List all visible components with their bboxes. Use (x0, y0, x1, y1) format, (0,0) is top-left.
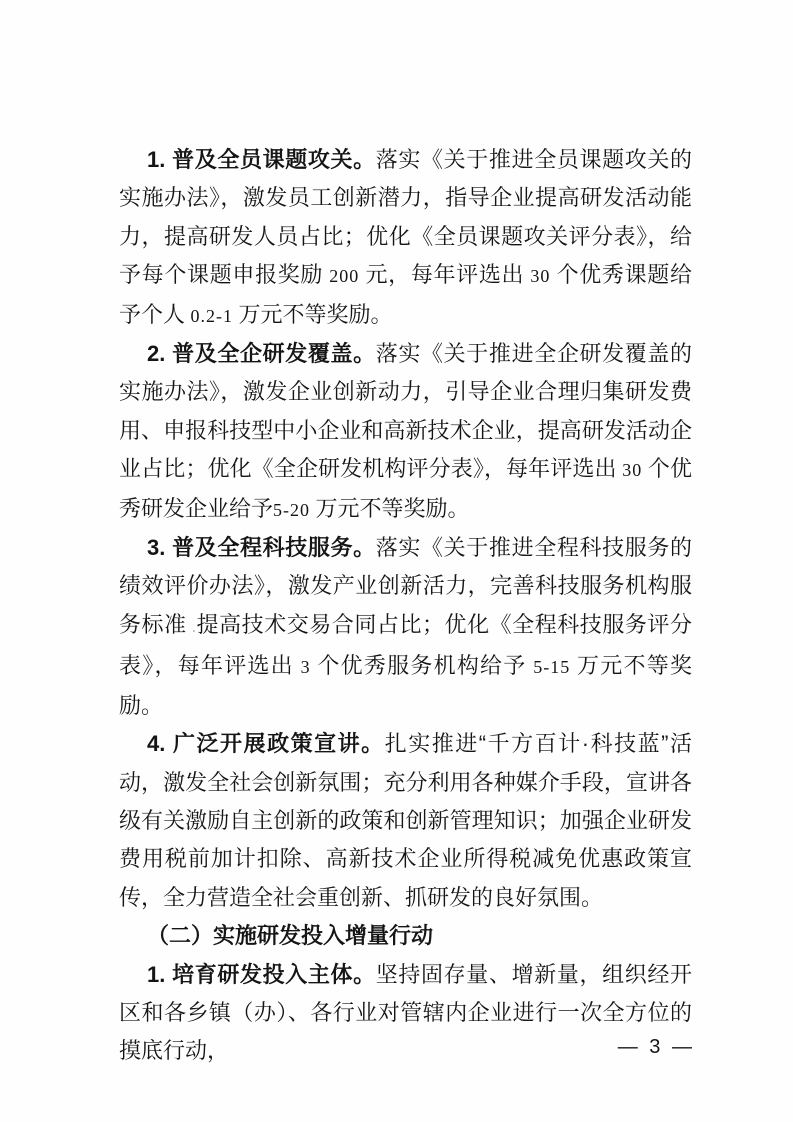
number-text: 200 (323, 266, 366, 287)
paragraph-lead: （二）实施研发投入增量行动 (147, 923, 434, 949)
body-text: 落实《关于推进全程科技服务的绩效评价办法》，激发产业创新活力，完善科技服务机构服务标准 (119, 535, 692, 637)
paragraph-lead: 2. 普及全企研发覆盖。 (147, 341, 376, 367)
number-text: 3 (293, 657, 318, 678)
body-text: 坚持固存量、增新量，组织经开区和各乡镇（办）、各行业对管辖内企业进行一次全方位的摸底行动， (119, 961, 692, 1064)
paragraph (119, 335, 692, 529)
number-text: 30 (616, 460, 648, 481)
paragraph (119, 956, 692, 1071)
page-number: — 3 — (617, 1036, 695, 1058)
body-text: 提高技术交易合同占比；优化《全程科技服务评分表》，每年评选出 (119, 611, 692, 679)
body-text: 扎实推进“千方百计·科技蓝”活动，激发全社会创新氛围；充分利用各种媒介手段，宣讲各级有关激励自主创新的政策和创新管理知识；加强企业研发费用税前加计扣除、高新技术企业所得税减免优惠政策宣传，全力营造全社会重创新、抓研发的良好氛围。 (119, 731, 693, 910)
paragraph (119, 529, 692, 725)
section-heading (119, 917, 692, 955)
faint-mark: . (186, 618, 197, 636)
body-text: 万元不等奖励。 (238, 301, 393, 327)
number-text: 30 (524, 266, 557, 287)
paragraph (119, 141, 692, 335)
body-text: 万元不等奖励。 (315, 495, 470, 521)
number-text: 5-15 (526, 657, 578, 678)
body-text: 落实《关于推进全员课题攻关的实施办法》，激发员工创新潜力，指导企业提高研发活动能力，提高研发人员占比；优化《全员课题攻关评分表》，给予每个课题申报奖励 (119, 147, 692, 288)
paragraph-lead: 1. 培育研发投入主体。 (147, 961, 376, 987)
number-text: 5-20 (273, 499, 316, 520)
paragraph (119, 725, 692, 917)
paragraph-lead: 1. 普及全员课题攻关。 (147, 147, 376, 172)
body-text: 个优秀课题给予个人 (119, 262, 692, 327)
body-text: 个优秀服务机构给予 (317, 653, 527, 679)
body-text: 元，每年评选出 (365, 262, 525, 288)
body-text: 落实《关于推进全企研发覆盖的实施办法》，激发企业创新动力，引导企业合理归集研发费用、申报科技型中小企业和高新技术企业，提高研发活动企业占比；优化《全企研发机构评分表》，每年评选出 (119, 341, 692, 482)
number-text: 0.2-1 (185, 305, 239, 326)
body-text: 万元不等奖励。 (119, 653, 692, 718)
body-text: 个优秀研发企业给予 (119, 456, 692, 521)
paragraph-lead: 4. 广泛开展政策宣讲。 (147, 731, 385, 757)
paragraph-lead: 3. 普及全程科技服务。 (147, 535, 376, 561)
document-body (119, 141, 692, 1071)
